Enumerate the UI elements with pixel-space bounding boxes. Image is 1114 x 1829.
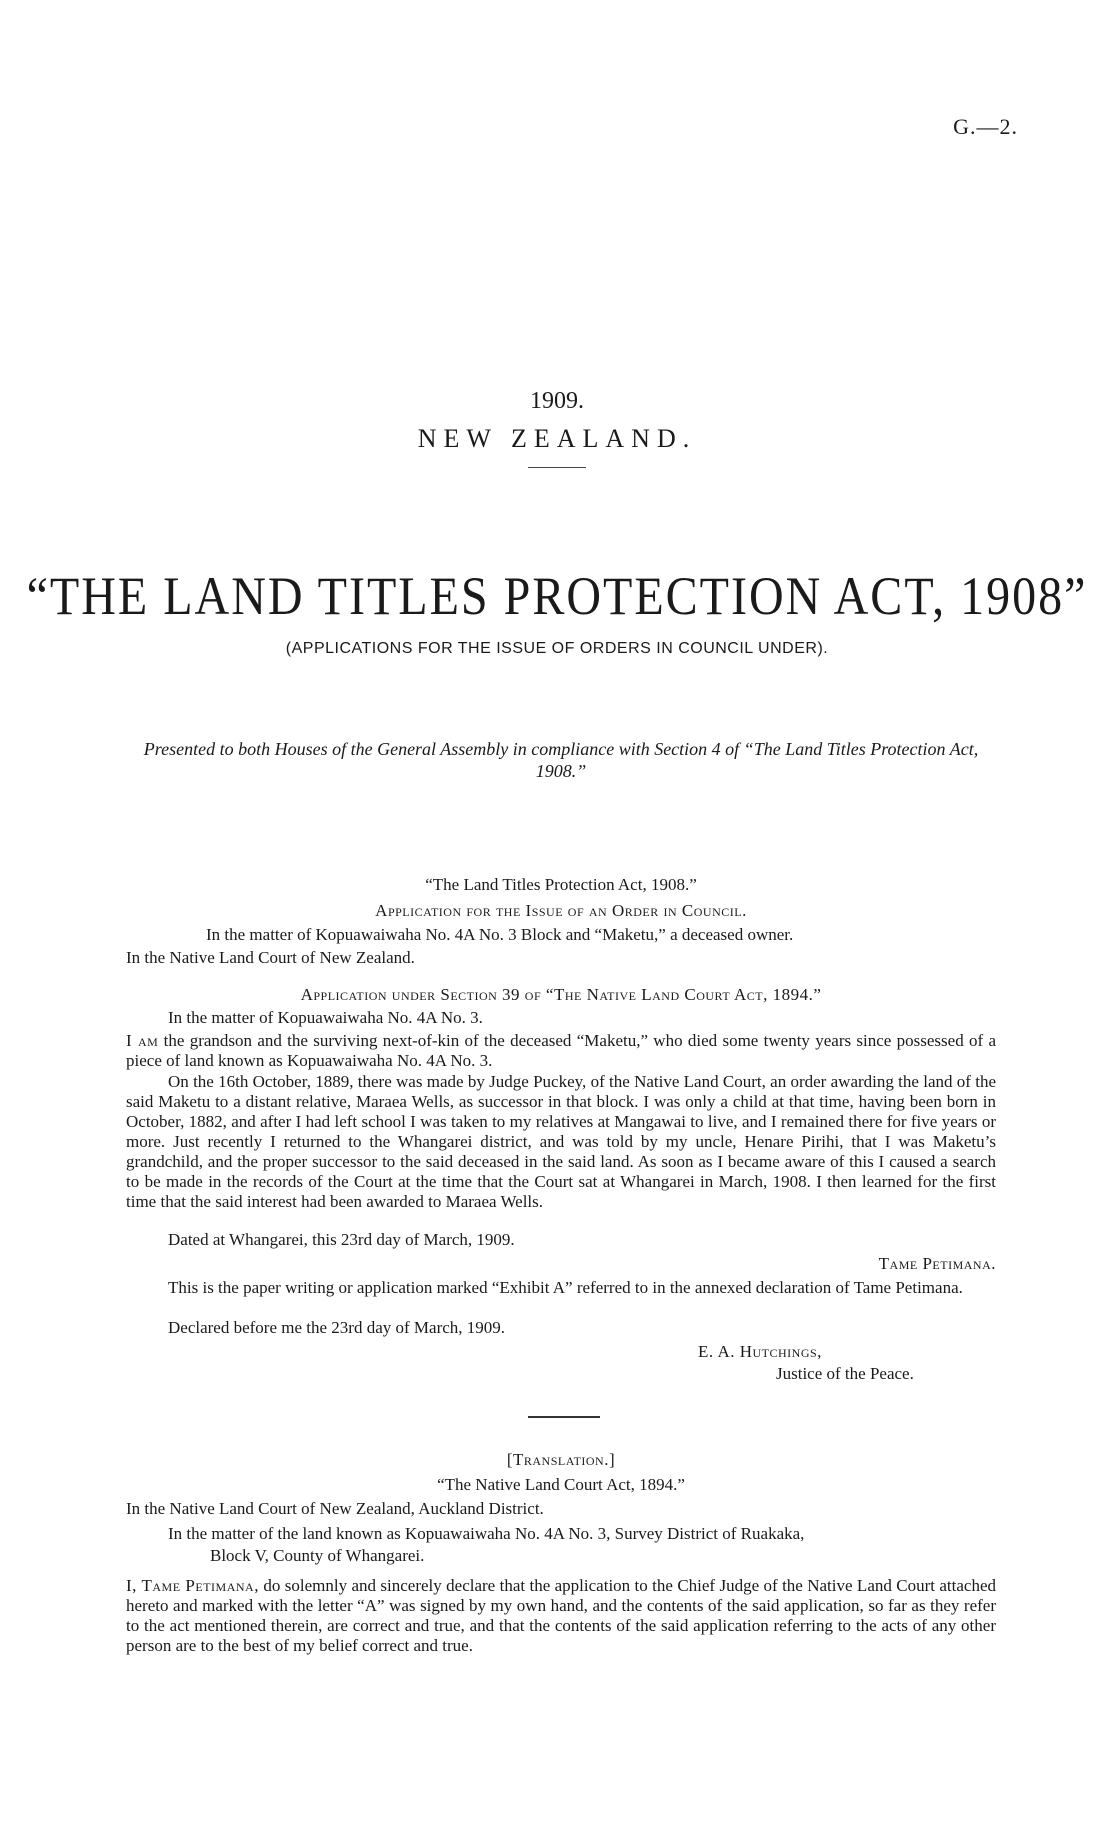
page-reference: G.—2.: [953, 114, 1018, 139]
translation-matter: In the matter of the land known as Kopuawaiwaha No. 4A No. 3, Survey District of Ruakaka,: [168, 1524, 805, 1543]
translation-act-title: “The Native Land Court Act, 1894.”: [437, 1475, 685, 1494]
application-dated-line: Dated at Whangarei, this 23rd day of March, 1909.: [168, 1230, 515, 1249]
translation-declaration: [126, 1576, 996, 1656]
document-title: “THE LAND TITLES PROTECTION ACT, 1908”: [26, 567, 1088, 627]
translation-label: [Translation.]: [506, 1450, 616, 1469]
application-heading-section-39: Application under Section 39 of “The Native Land Court Act, 1894.”: [300, 985, 822, 1004]
application-matter-block: In the matter of Kopuawaiwaha No. 4A No. 3.: [168, 1008, 483, 1027]
translation-matter-continued: Block V, County of Whangarei.: [210, 1546, 425, 1565]
justice-title: Justice of the Peace.: [776, 1364, 914, 1383]
application-matter: In the matter of Kopuawaiwaha No. 4A No. 3 Block and “Maketu,” a deceased owner.: [206, 925, 794, 944]
header-divider: [528, 467, 586, 468]
declared-line: Declared before me the 23rd day of March, 1909.: [168, 1318, 506, 1337]
declaration-text: do solemnly and sincerely declare that the application to the Chief Judge of the Native Land Court attached hereto and marked with the letter “A” was signed by my own hand, and the contents of the said application, so far as they refer to the act mentioned therein, are correct and true, and that the contents of the said application referring to the acts of any other person are to the best of my belief correct and true.: [126, 1576, 996, 1655]
applicant-signature: Tame Petimana.: [878, 1254, 996, 1273]
application-court: In the Native Land Court of New Zealand.: [126, 948, 415, 967]
application-paragraph-2: On the 16th October, 1889, there was made by Judge Puckey, of the Native Land Court, an order awarding the land of the said Maketu to a distant relative, Maraea Wells, as successor in that block. I was only a child at that time, having been born in October, 1882, and after I had left school I was taken to my relatives at Mangawai to live, and I remained there for five years or more. Just recently I returned to the Whangarei district, and was told by my uncle, Henare Pirihi, that I was Maketu’s grandchild, and the proper successor to the said deceased in the said land. As soon as I became aware of this I caused a search to be made in the records of the Court at the time that the Court sat at Whangarei in March, 1908. I then learned for the first time that the said interest had been awarded to Maraea Wells.: [126, 1072, 996, 1211]
document-year: 1909.: [530, 388, 584, 414]
justice-name: E. A. Hutchings,: [698, 1342, 822, 1361]
section-divider: [528, 1416, 600, 1418]
application-heading: Application for the Issue of an Order in Council.: [375, 901, 747, 920]
declarant-name: I, Tame Petimana,: [126, 1576, 259, 1595]
paragraph-lead: I am: [126, 1031, 159, 1050]
presentation-note: Presented to both Houses of the General Assembly in compliance with Section 4 of “The Land Titles Protection Act, 1908.”: [143, 739, 979, 781]
application-act-title: “The Land Titles Protection Act, 1908.”: [425, 875, 697, 894]
document-subtitle: (APPLICATIONS FOR THE ISSUE OF ORDERS IN COUNCIL UNDER).: [285, 640, 829, 657]
document-country: NEW ZEALAND.: [417, 424, 697, 453]
application-paragraph-1: [126, 1031, 996, 1071]
translation-court: In the Native Land Court of New Zealand, Auckland District.: [126, 1499, 544, 1518]
paragraph-text: the grandson and the surviving next-of-kin of the deceased “Maketu,” who died some twenty years since possessed of a piece of land known as Kopuawaiwaha No. 4A No. 3.: [126, 1031, 997, 1070]
exhibit-paragraph: This is the paper writing or application marked “Exhibit A” referred to in the annexed declaration of Tame Petimana.: [168, 1278, 963, 1297]
